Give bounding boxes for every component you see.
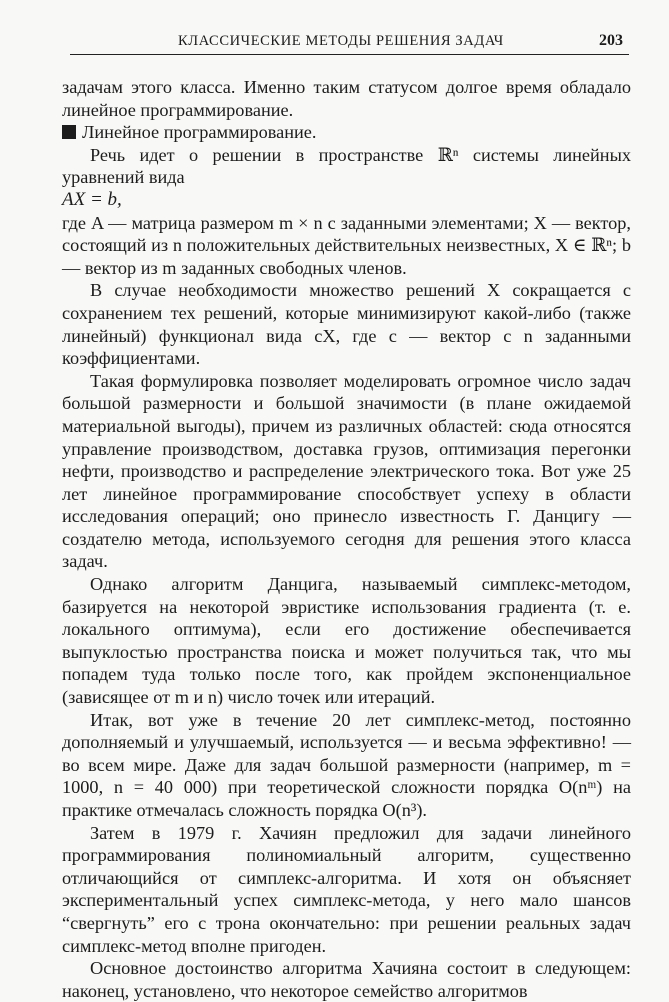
formula: AX = b, bbox=[62, 188, 122, 210]
paragraph: В случае необходимости множество решений X сокращается с сохранением тех решений, которые минимизируют какой-либо (также линейный) функционал вида cX, где c — вектор с n заданными коэффициентами. bbox=[62, 280, 631, 369]
paragraph-continuation: задачам этого класса. Именно таким статусом долгое время обладало линейное программирование. bbox=[62, 77, 631, 120]
paragraph: Такая формулировка позволяет моделировать огромное число задач большой размерности и большой значимости (в плане ожидаемой материальной выгоды), причем из различных областей: сюда относятся управление производством, доставка грузов, оптимизация перегонки нефти, производство и распределение электрического тока. Вот уже 25 лет линейное программирование способствует успеху в области исследования операций; оно принесло известность Г. Данцигу — создателю метода, используемого сегодня для решения этого класса задач. bbox=[62, 370, 631, 572]
section-title: Линейное программирование. bbox=[82, 122, 317, 143]
paragraph: где A — матрица размером m × n с заданными элементами; X — вектор, состоящий из n положительных действительных неизвестных, X ∈ ℝⁿ; b — вектор из m заданных свободных членов. bbox=[62, 212, 631, 278]
paragraph: Итак, вот уже в течение 20 лет симплекс-метод, постоянно дополняемый и улучшаемый, используется — и весьма эффективно! — во всем мире. Даже для задач большой размерности (например, m = 1000, n = 40 000) при теоретической сложности порядка O(nᵐ) на практике отмечалась сложность порядка O(n³). bbox=[62, 709, 631, 820]
paragraph: Основное достоинство алгоритма Хачияна состоит в следующем: наконец, установлено, что некоторое семейство алгоритмов bbox=[62, 958, 631, 1001]
section-heading bbox=[62, 121, 631, 144]
paragraph: Затем в 1979 г. Хачиян предложил для задачи линейного программирования полиномиальный алгоритм, существенно отличающийся от симплекс-алгоритма. И хотя он объясняет экспериментальный успех симплекс-метода, у него мало шансов “свергнуть” его с трона окончательно: при решении реальных задач симплекс-метод вполне пригоден. bbox=[62, 822, 631, 956]
black-square-icon bbox=[62, 125, 76, 139]
running-head: КЛАССИЧЕСКИЕ МЕТОДЫ РЕШЕНИЯ ЗАДАЧ bbox=[178, 33, 504, 49]
page-number: 203 bbox=[599, 32, 623, 49]
paragraph: Речь идет о решении в пространстве ℝⁿ системы линейных уравнений вида bbox=[62, 144, 631, 188]
page-header bbox=[70, 30, 629, 55]
page-body bbox=[62, 76, 631, 1002]
paragraph: Однако алгоритм Данцига, называемый симплекс-методом, базируется на некоторой эвристике использования градиента (т. е. локального оптимума), если его достижение обеспечивается выпуклостью пространства поиска и может получиться так, что мы попадем туда только после того, как пройдем экспоненциальное (зависящее от m и n) число точек или итераций. bbox=[62, 574, 631, 708]
